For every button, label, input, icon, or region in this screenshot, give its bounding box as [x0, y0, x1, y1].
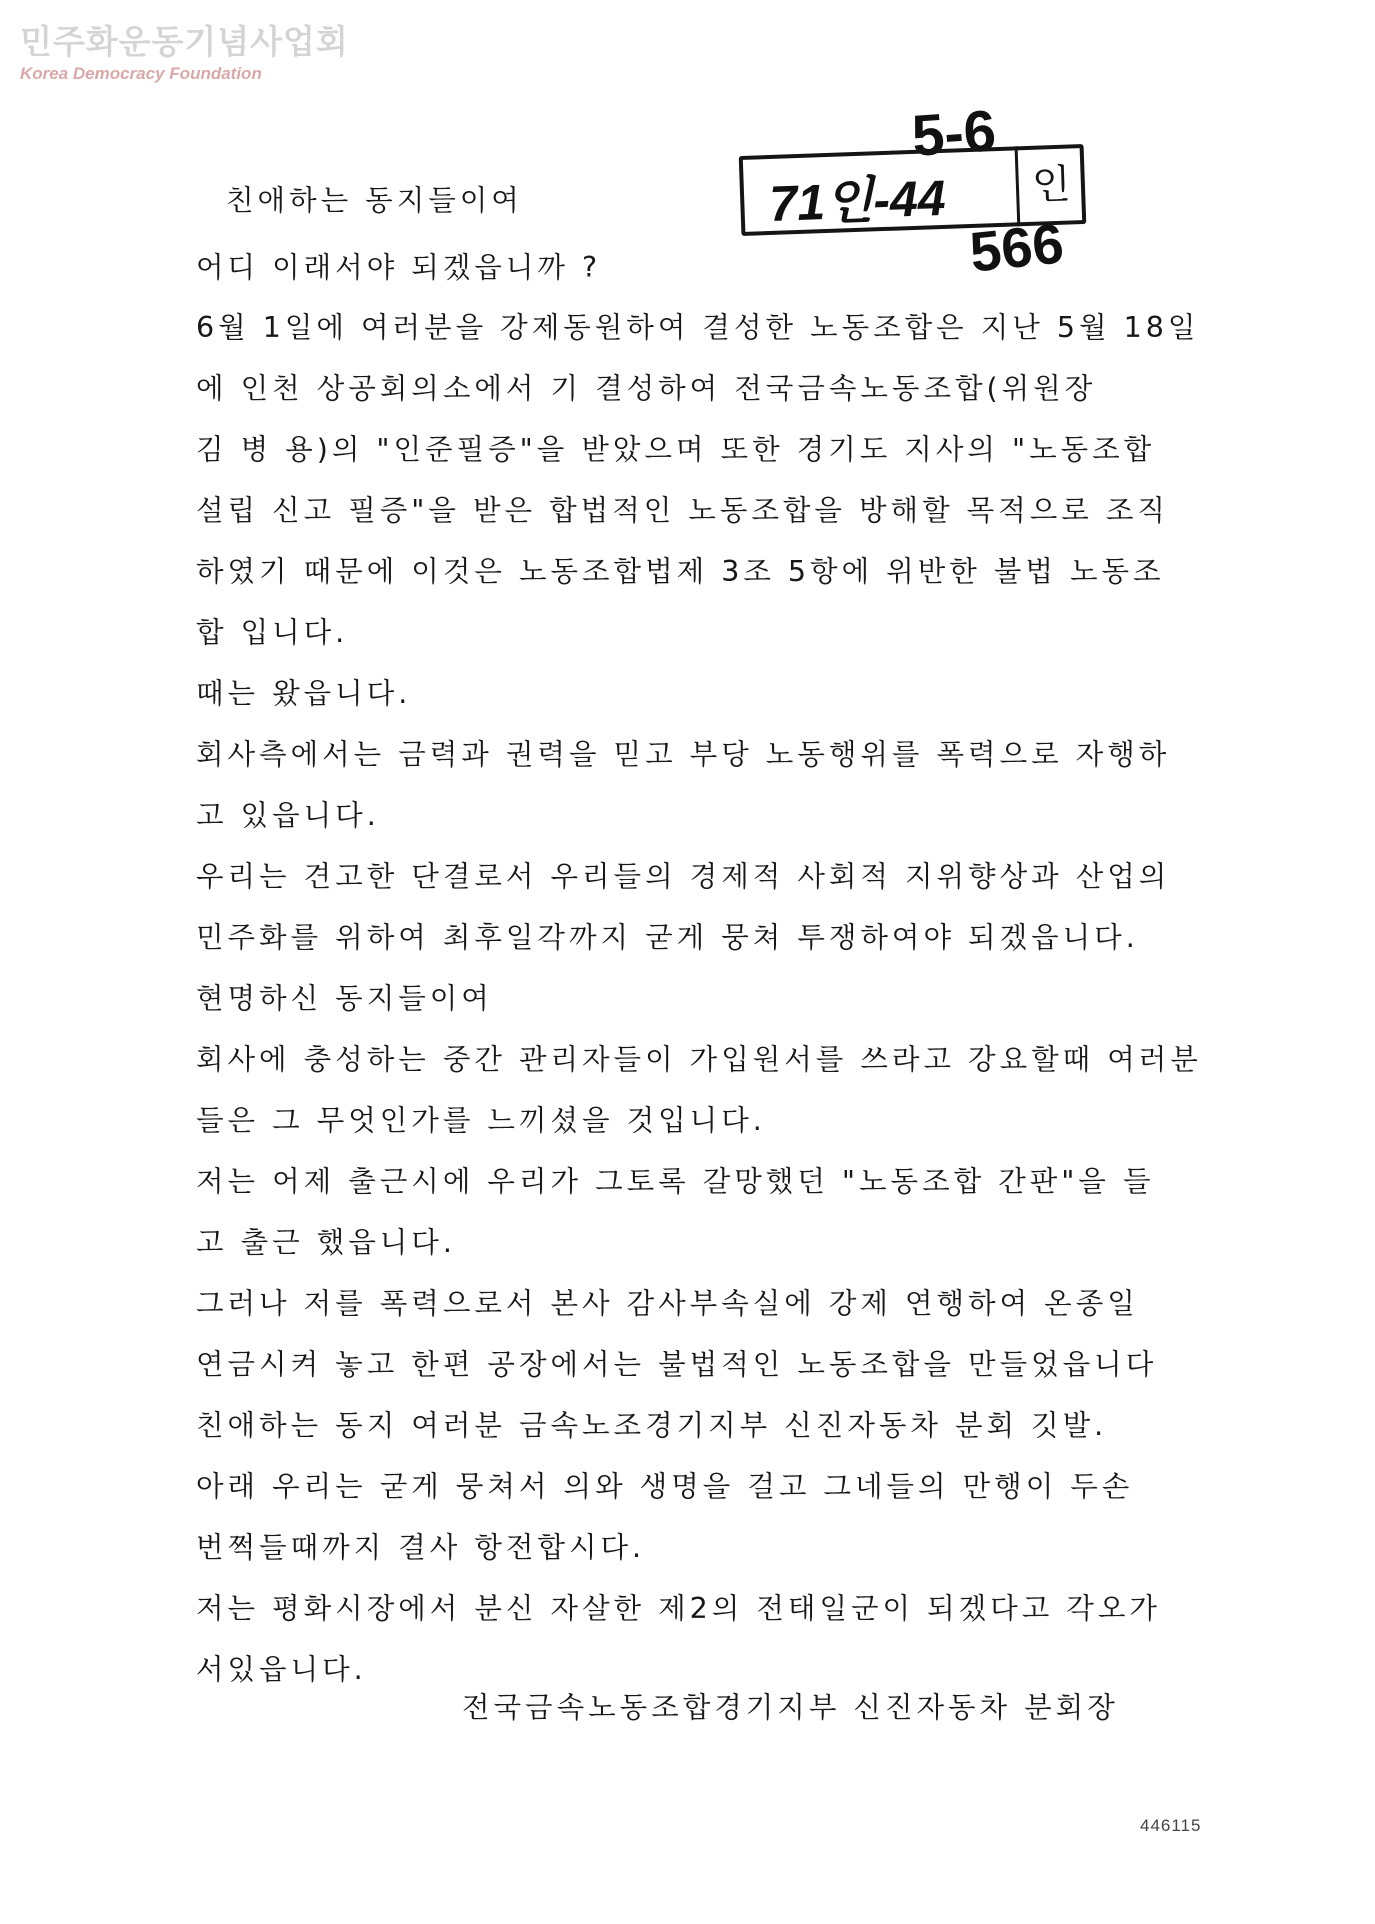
letter-line: 민주화를 위하여 최후일각까지 굳게 뭉쳐 투쟁하여야 되겠읍니다. [196, 921, 1139, 954]
letter-line: 6월 1일에 여러분을 강제동원하여 결성한 노동조합은 지난 5월 18일 [196, 311, 1200, 344]
letter-line: 들은 그 무엇인가를 느끼셨을 것입니다. [196, 1104, 766, 1137]
document-number: 446115 [1140, 1816, 1202, 1835]
handwritten-note-top: 5-6 [909, 98, 998, 169]
watermark-korean: 민주화운동기념사업회 [20, 22, 349, 61]
stamp-box-label: 인 [1015, 144, 1086, 226]
letter-line: 설립 신고 필증"을 받은 합법적인 노동조합을 방해할 목적으로 조직 [196, 494, 1169, 527]
letter-line: 친애하는 동지 여러분 금속노조경기지부 신진자동차 분회 깃발. [196, 1409, 1108, 1442]
letter-line: 에 인천 상공회의소에서 기 결성하여 전국금속노동조합(위원장 [196, 372, 1097, 405]
letter-line: 회사에 충성하는 중간 관리자들이 가입원서를 쓰라고 강요할때 여러분 [196, 1043, 1202, 1076]
stamp-id: 71인-44 [768, 169, 947, 232]
letter-line: 저는 평화시장에서 분신 자살한 제2의 전태일군이 되겠다고 각오가 [196, 1592, 1161, 1625]
letter-line: 우리는 견고한 단결로서 우리들의 경제적 사회적 지위향상과 산업의 [196, 860, 1171, 893]
letter-line: 연금시켜 놓고 한편 공장에서는 불법적인 노동조합을 만들었읍니다 [196, 1348, 1158, 1381]
letter-line: 고 출근 했읍니다. [196, 1226, 456, 1259]
letter-line: 어디 이래서야 되겠읍니까 ? [196, 251, 602, 284]
letter-line: 고 있읍니다. [196, 799, 380, 832]
letter-line: 하였기 때문에 이것은 노동조합법제 3조 5항에 위반한 불법 노동조 [196, 555, 1165, 588]
letter-line: 서있읍니다. [196, 1653, 367, 1686]
letter-line: 저는 어제 출근시에 우리가 그토록 갈망했던 "노동조합 간판"을 들 [196, 1165, 1155, 1198]
letter-line: 친애하는 동지들이여 [226, 184, 523, 217]
watermark-english: Korea Democracy Foundation [20, 64, 262, 83]
letter-line: 현명하신 동지들이여 [196, 982, 493, 1015]
letter-line: 합 입니다. [196, 616, 349, 649]
handwritten-note-bottom: 566 [966, 211, 1067, 284]
letter-line: 김 병 용)의 "인준필증"을 받았으며 또한 경기도 지사의 "노동조합 [196, 433, 1156, 466]
letter-line: 그러나 저를 폭력으로서 본사 감사부속실에 강제 연행하여 온종일 [196, 1287, 1139, 1320]
letter-line: 아래 우리는 굳게 뭉쳐서 의와 생명을 걸고 그네들의 만행이 두손 [196, 1470, 1134, 1503]
letter-line: 번쩍들때까지 결사 항전합시다. [196, 1531, 646, 1564]
letter-line: 회사측에서는 금력과 권력을 믿고 부당 노동행위를 폭력으로 자행하 [196, 738, 1171, 771]
letter-line: 때는 왔읍니다. [196, 677, 412, 710]
letter-signature: 전국금속노동조합경기지부 신진자동차 분회장 [462, 1691, 1119, 1724]
